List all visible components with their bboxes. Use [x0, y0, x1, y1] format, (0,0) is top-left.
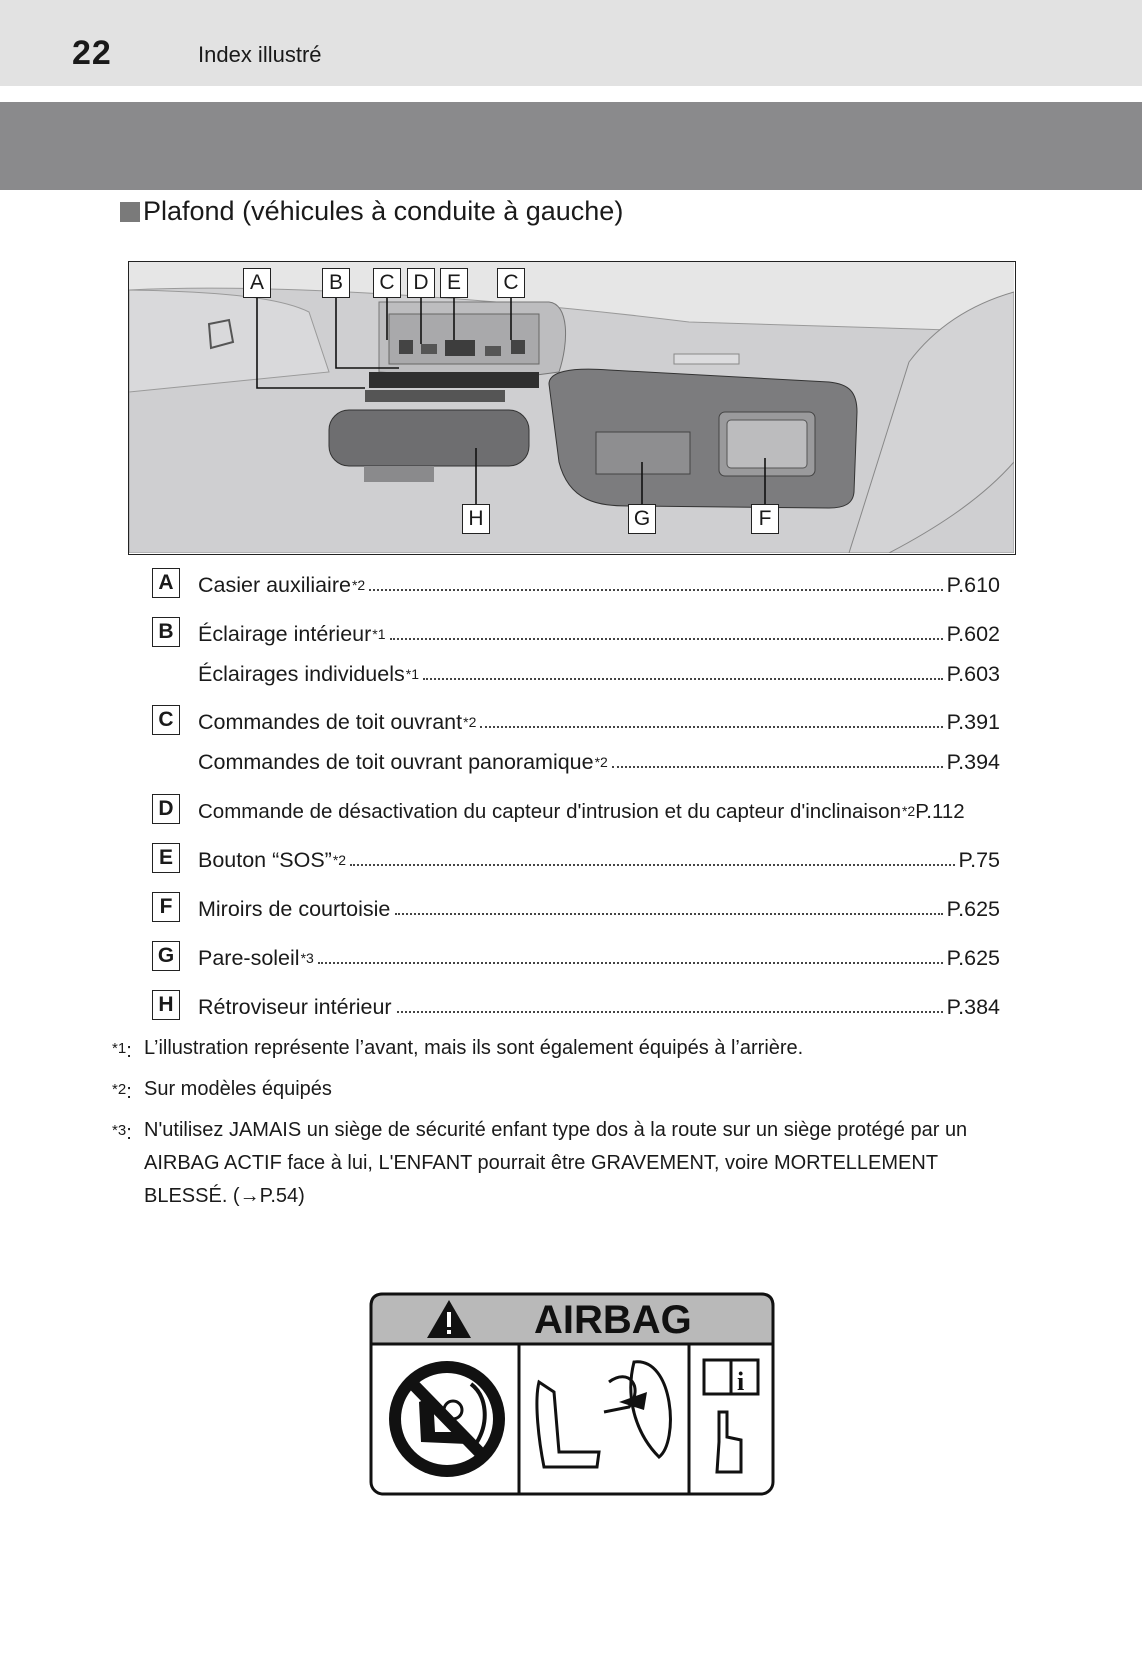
callout-D: D: [407, 268, 435, 298]
airbag-label-title: AIRBAG: [534, 1298, 692, 1342]
item-label: Bouton “SOS”: [198, 848, 332, 872]
section-title: [120, 196, 623, 227]
list-item: [150, 939, 1000, 973]
item-label: Miroirs de courtoisie: [198, 897, 391, 921]
header-band: [0, 102, 1142, 190]
item-label: Commandes de toit ouvrant: [198, 710, 463, 734]
item-label: Casier auxiliaire: [198, 573, 351, 597]
item-note: *3: [300, 950, 314, 966]
item-badge: G: [152, 941, 180, 971]
section-title-text: Plafond (véhicules à conduite à gauche): [143, 196, 624, 226]
item-note: *2: [332, 852, 347, 868]
item-badge: D: [152, 794, 180, 824]
item-label: Rétroviseur intérieur: [198, 995, 392, 1019]
header-bar: [0, 0, 1142, 86]
list-item: [150, 743, 1000, 777]
footnote-text: L’illustration représente l’avant, mais ils sont également équipés à l’arrière.: [144, 1037, 804, 1059]
callout-H: H: [462, 504, 490, 534]
callout-C-2: C: [497, 268, 525, 298]
ceiling-drawing: [129, 262, 1014, 553]
item-note: *2: [594, 754, 608, 770]
item-label: Éclairage intérieur: [198, 622, 372, 646]
list-item: [150, 841, 1000, 875]
list-item: [150, 655, 1000, 689]
page-ref-link[interactable]: P.602: [946, 622, 1000, 646]
page-ref-link[interactable]: P.75: [958, 848, 1000, 872]
square-bullet-icon: [120, 202, 140, 222]
item-note: *2: [901, 803, 916, 819]
item-label: Commandes de toit ouvrant panoramique: [198, 750, 594, 774]
running-title: Index illustré: [198, 42, 322, 67]
footnote-mark: *2: [112, 1081, 127, 1098]
dot-leader: [369, 589, 942, 591]
item-label: Éclairages individuels: [198, 662, 405, 686]
list-item: [150, 792, 1000, 826]
page-ref-link[interactable]: P.391: [946, 710, 1000, 734]
page-ref-link[interactable]: P.112: [915, 800, 965, 823]
page-ref-link[interactable]: P.394: [946, 750, 1000, 774]
dot-leader: [350, 864, 954, 866]
footnote-text: Sur modèles équipés: [144, 1078, 332, 1100]
page-ref-link[interactable]: P.610: [946, 573, 1000, 597]
svg-text:i: i: [737, 1367, 745, 1396]
footnote-text: N'utilisez JAMAIS un siège de sécurité enfant type dos à la route sur un siège protégé par un AIRBAG ACTIF face à lui, L'ENFANT pourrait être GRAVEMENT, voire MORTELLEMENT BLESSÉ. (→P.54): [144, 1119, 968, 1207]
airbag-warning-label: [369, 1292, 775, 1501]
page-ref-link[interactable]: P.384: [946, 995, 1000, 1019]
item-badge: H: [152, 990, 180, 1020]
callout-G: G: [628, 504, 656, 534]
page-ref-link[interactable]: P.625: [946, 946, 1000, 970]
dot-leader: [423, 678, 943, 680]
dot-leader: [612, 766, 943, 768]
item-label: Commande de désactivation du capteur d'intrusion et du capteur d'inclinaison: [198, 800, 901, 823]
dot-leader: [395, 913, 942, 915]
page-number: 22: [72, 34, 112, 72]
callout-C: C: [373, 268, 401, 298]
item-badge: E: [152, 843, 180, 873]
item-note: *1: [372, 626, 386, 642]
list-item: [150, 615, 1000, 649]
list-item: [150, 890, 1000, 924]
footnote-mark: *1: [112, 1040, 127, 1057]
footnote-mark: *3: [112, 1122, 127, 1139]
ceiling-illustration: [128, 261, 1016, 555]
page-ref-link[interactable]: P.603: [946, 662, 1000, 686]
dot-leader: [318, 962, 943, 964]
item-note: *1: [405, 666, 419, 682]
callout-E: E: [440, 268, 468, 298]
dot-leader: [390, 638, 943, 640]
item-badge: B: [152, 617, 180, 647]
list-item: [150, 988, 1000, 1022]
item-badge: A: [152, 568, 180, 598]
list-item: [150, 703, 1000, 737]
item-note: *2: [463, 714, 477, 730]
page-ref-link[interactable]: P.625: [946, 897, 1000, 921]
callout-B: B: [322, 268, 350, 298]
item-note: *2: [351, 577, 366, 593]
item-badge: F: [152, 892, 180, 922]
dot-leader: [480, 726, 942, 728]
list-item: [150, 566, 1000, 600]
dot-leader: [397, 1011, 943, 1013]
item-label: Pare-soleil: [198, 946, 300, 970]
callout-F: F: [751, 504, 779, 534]
callout-A: A: [243, 268, 271, 298]
item-badge: C: [152, 705, 180, 735]
